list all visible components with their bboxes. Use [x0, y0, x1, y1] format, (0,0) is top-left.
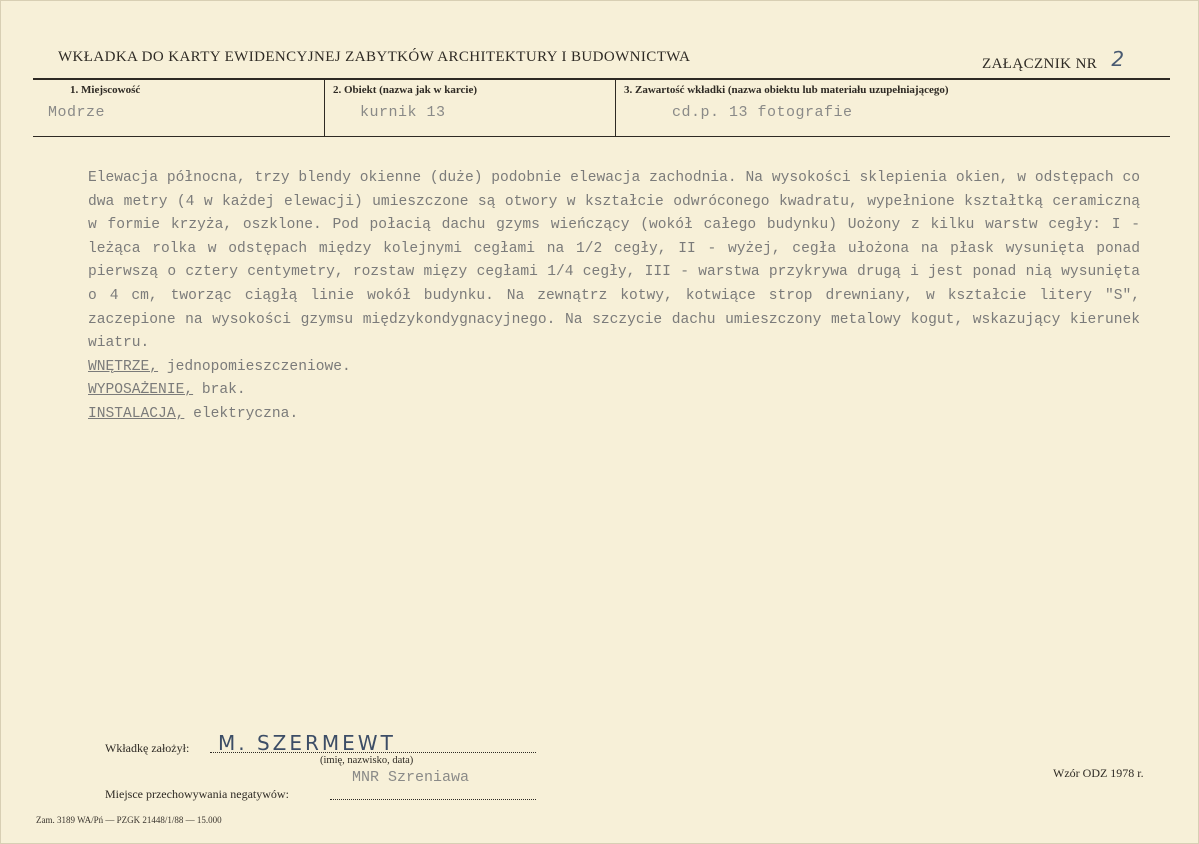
negatives-line	[330, 799, 536, 800]
installation-label: INSTALACJA,	[88, 405, 185, 422]
installation-value: elektryczna.	[193, 405, 299, 422]
content-label: 3. Zawartość wkładki (nazwa obiektu lub materiału uzupełniającego)	[624, 84, 949, 96]
object-label: 2. Obiekt (nazwa jak w karcie)	[333, 84, 478, 96]
created-by-label: Wkładkę założył:	[105, 741, 190, 755]
description-paragraph: Elewacja północna, trzy blendy okienne (duże) podobnie elewacja zachodnia. Na wysokości sklepienia okien, w odstępach co dwa metry (4 w każdej elewacji) umieszczone są otwory w kształcie odwróconego kwadratu, wypełnione kształtką ceramiczną w formie krzyża, oszklone. Pod połacią dachu gzyms wieńczący (wokół całego budynku) Uożony z kilku warstw cegły: I - leżąca rolka w odstępach między kolejnymi cegłami na 1/2 cegły, II - wyżej, cegła ułożona na płask wysunięta ponad pierwszą o cztery centymetry, rozstaw mięzy cegłami 1/4 cegły, III - warstwa przykrywa drugą i jest ponad nią wysunięta o 4 cm, tworząc ciągłą linie wokół budynku. Na zewnątrz kotwy, kotwiące strop drewniany, w kształcie litery "S", zaczepione na wysokości gzymsu międzykondygnacyjnego. Na szczycie dachu umieszczony metalowy kogut, wskazujący kierunek wiatru.	[88, 170, 1140, 352]
annex-label-text: ZAŁĄCZNIK NR	[982, 56, 1098, 72]
column-divider-2	[615, 79, 616, 136]
negatives-value: MNR Szreniawa	[352, 769, 470, 786]
place-label: 1. Miejscowość	[70, 84, 141, 96]
form-model: Wzór ODZ 1978 r.	[1053, 766, 1144, 780]
place-value: Modrze	[48, 104, 106, 121]
interior-label: WNĘTRZE,	[88, 358, 159, 375]
equipment-value: brak.	[201, 382, 246, 399]
negatives-label: Miejsce przechowywania negatywów:	[105, 787, 289, 801]
object-value: kurnik 13	[360, 104, 446, 121]
header-bottom-rule	[33, 136, 1170, 137]
signature: M. SZERMEWT	[218, 731, 396, 755]
equipment-line	[88, 379, 1140, 403]
content-value: cd.p. 13 fotografie	[672, 104, 853, 121]
interior-value: jednopomieszczeniowe.	[166, 358, 351, 375]
header-top-rule	[33, 78, 1170, 80]
interior-line	[88, 356, 1140, 380]
created-by-hint: (imię, nazwisko, data)	[320, 755, 414, 766]
description-block	[88, 167, 1140, 427]
annex-number: 2	[1111, 47, 1125, 71]
equipment-label: WYPOSAŻENIE,	[88, 382, 194, 399]
print-order: Zam. 3189 WA/Pń — PZGK 21448/1/88 — 15.000	[36, 815, 222, 825]
form-title: WKŁADKA DO KARTY EWIDENCYJNEJ ZABYTKÓW ARCHITEKTURY I BUDOWNICTWA	[58, 49, 691, 65]
installation-line	[88, 403, 1140, 427]
column-divider-1	[324, 79, 325, 136]
annex-label	[982, 49, 1125, 73]
